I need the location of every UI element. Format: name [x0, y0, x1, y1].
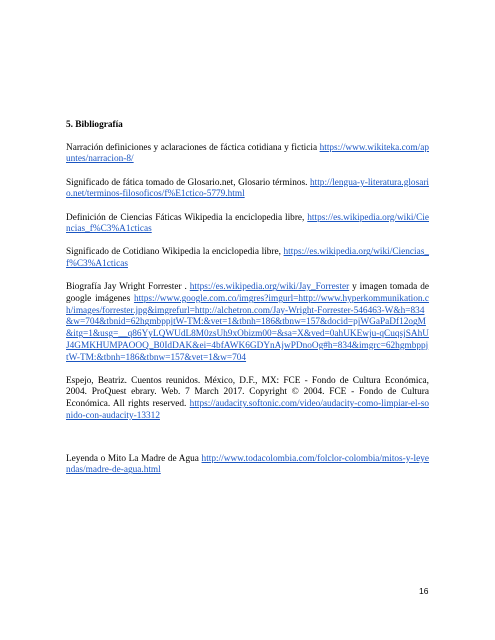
entry-text: Narración definiciones y aclaraciones de fáctica cotidiana y ficticia [66, 142, 320, 153]
entry-text: Significado de Cotidiano Wikipedia la enciclopedia libre, [66, 247, 284, 258]
entry-link[interactable]: https://www.wikiteka.com/apuntes/narracion-8/ [66, 142, 429, 165]
entry-link[interactable]: http://lengua-y-literatura.glosario.net/terminos-filosoficos/f%E1ctico-5779.html [66, 177, 429, 200]
bibliography-entry-1 [66, 143, 429, 166]
bibliography-entry-5 [66, 282, 429, 364]
entry-link[interactable]: https://audacity.softonic.com/video/audacity-como-limpiar-el-sonido-con-audacity-13312 [66, 399, 429, 421]
entry-link[interactable]: https://es.wikipedia.org/wiki/Ciencias_f%C3%A1cticas [66, 212, 429, 235]
entry-link[interactable]: http://www.todacolombia.com/folclor-colombia/mitos-y-leyendas/madre-de-agua.html [66, 453, 429, 476]
bibliography-entry-7 [66, 454, 429, 477]
entry-text: Definición de Ciencias Fáticas Wikipedia la enciclopedia libre, [66, 212, 308, 223]
entry-text: Significado de fática tomado de Glosario.net, Glosario términos. [66, 177, 310, 188]
section-heading: 5. Bibliografía [66, 120, 123, 130]
entry-text: Leyenda o Mito La Madre de Agua [66, 453, 202, 464]
entry-text: Espejo, Beatriz. Cuentos reunidos. México, D.F., MX: FCE - Fondo de Cultura Económica, 2004. ProQuest ebrary. Web. 7 March 2017. Copyright © 2004. FCE - Fondo de Cultura Económica. All rights reserved. [66, 375, 429, 410]
page-number: 16 [419, 586, 429, 596]
entry-link[interactable]: https://es.wikipedia.org/wiki/Jay_Forrester [189, 282, 350, 293]
entry-text: Biografía Jay Wright Forrester . [66, 282, 190, 293]
entry-text-continued: y imagen tomada de google imágenes [66, 282, 429, 305]
entry-link-image[interactable]: https://www.google.com.co/imgres?imgurl=http://www.hyperkommunikation.ch/images/forrester.jpg&imgrefurl=http://alchetron.com/Jay-Wright-Forrester-546463-W&h=834&w=704&tbnid=62hgmbppjtW-TM:&vet=1&tbnh=186&tbnw=157&docid=pjWGaPaDf12ogM&itg=1&usg=__q86YyLQWUdL8M0zsUh9xObizm00=&sa=X&ved=0ahUKEwju-qCuqsjSAhUJ4GMKHUMPAOOQ_B0IdDAK&ei=4bfAWK6GDYnAjwPDnoOg#h=834&imgrc=62hgmbppjtW-TM:&tbnh=186&tbnw=157&vet=1&w=704 [66, 294, 429, 363]
bibliography-entry-6 [66, 376, 429, 423]
entry-link[interactable]: https://es.wikipedia.org/wiki/Ciencias_f%C3%A1cticas [66, 247, 429, 270]
bibliography-section [66, 120, 429, 488]
bibliography-entry-3 [66, 213, 429, 236]
bibliography-entry-4 [66, 247, 429, 270]
bibliography-entry-2 [66, 178, 429, 201]
